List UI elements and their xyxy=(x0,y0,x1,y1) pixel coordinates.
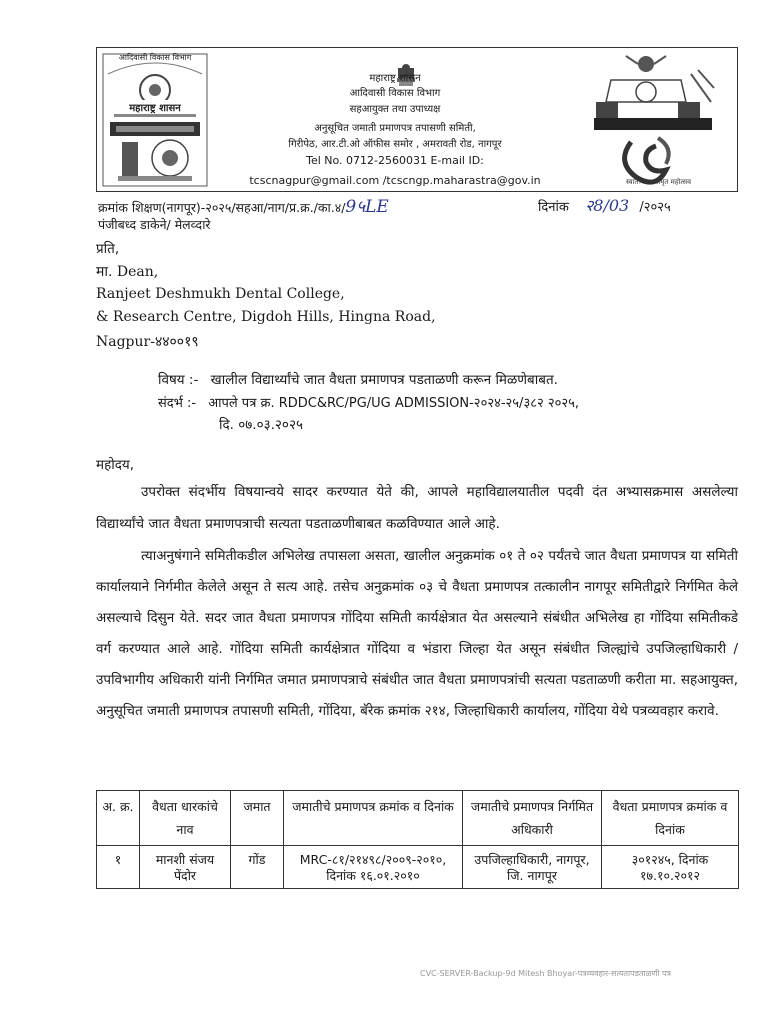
reference-date-line: दि. ०७.०३.२०२५ xyxy=(219,417,303,433)
header-holder-name: वैधता धारकांचे नाव xyxy=(140,791,231,846)
subject-text: खालील विद्यार्थ्यांचे जात वैधता प्रमाणपत्र पडताळणी करून मिळणेबाबत. xyxy=(210,372,558,388)
addressee-line-1: मा. Dean, xyxy=(96,264,159,280)
table-header-row xyxy=(97,791,739,846)
handwritten-date: २8/03 xyxy=(584,196,630,215)
reference-line xyxy=(158,393,579,411)
addressee-line-2: Ranjeet Deshmukh Dental College, xyxy=(96,286,345,302)
cell-serial: १ xyxy=(97,846,140,889)
letterhead-line-1: महाराष्ट्र शासन xyxy=(369,73,421,84)
reference-date xyxy=(538,194,671,216)
reference-label: संदर्भ :- xyxy=(158,396,197,411)
cell-tribe-certificate: MRC-८१/२१४९८/२००९-२०१०, दिनांक १६.०१.२०१० xyxy=(284,846,463,889)
handwritten-outward-number: 9५LE xyxy=(345,197,389,217)
body-paragraph-1: उपरोक्त संदर्भीय विषयान्वये सादर करण्यात येते की, आपले महाविद्यालयातील पदवी दंत अभ्यासक्रमास असलेल्या विद्यार्थ्यांचे जात वैधता प्रमाणपत्राची सत्यता पडताळणीबाबत कळविण्यात आले आहे. xyxy=(96,484,738,532)
left-logo-bottom-text: महाराष्ट्र शासन xyxy=(104,100,206,114)
header-tribe: जमात xyxy=(231,791,284,846)
file-path-footer: CVC-SERVER-Backup-9d Mitesh Bhoyar-पत्रव्यवहार-सत्यतापडताळणी पत्र xyxy=(420,969,671,978)
left-logo-top-text: आदिवासी विकास विभाग xyxy=(118,53,192,62)
azadi-amrit-mahotsav-logo xyxy=(586,52,731,188)
validity-certificate-table xyxy=(96,790,739,889)
cell-issuing-officer: उपजिल्हाधिकारी, नागपूर, जि. नागपूर xyxy=(463,846,602,889)
addressee-line-4: Nagpur-४४००१९ xyxy=(96,334,199,350)
header-tribe-certificate: जमातीचे प्रमाणपत्र क्रमांक व दिनांक xyxy=(284,791,463,846)
right-logo-bottom-text: स्वातंत्र्याचा अमृत महोत्सव xyxy=(626,178,691,186)
cell-holder-name: मानशी संजय पेंदोर xyxy=(140,846,231,889)
subject-label: विषय :- xyxy=(158,372,199,388)
date-label: दिनांक xyxy=(538,200,569,215)
body-paragraph-2: त्याअनुषंगाने समितीकडील अभिलेख तपासला असता, खालील अनुक्रमांक ०१ ते ०२ पर्यंतचे जात वैधता प्रमाणपत्र या समिती कार्यालयाने निर्गमीत केलेले असून ते सत्य आहे. तसेच अनुक्रमांक ०३ चे वैधता प्रमाणपत्र तत्कालीन नागपूर समितीद्वारे निर्गमित केले असल्याचे दिसुन येते. सदर जात वैधता प्रमाणपत्र गोंदिया समिती कार्यक्षेत्रात येत असल्याने संबंधीत अभिलेख हा गोंदिया समितीकडे वर्ग करण्यात आले आहे. गोंदिया समिती कार्यक्षेत्रात गोंदिया व भंडारा जिल्हा येत असून संबंधीत जिल्ह्यांचे उपजिल्हाधिकारी / उपविभागीय अधिकारी यांनी निर्गमित जमात प्रमाणपत्राचे संबंधीत जात वैधता प्रमाणपत्रांची सत्यता पडताळणी करीता मा. सहआयुक्त, अनुसूचित जमाती प्रमाणपत्र तपासणी समिती, गोंदिया, बॅरेक क्रमांक २१४, जिल्हाधिकारी कार्यालय, गोंदिया येथे पत्रव्यवहार करावे. xyxy=(96,548,738,719)
letterhead-designation: सहआयुक्त तथा उपाध्यक्ष xyxy=(349,104,441,115)
reference-text: आपले पत्र क्र. RDDC&RC/PG/UG ADMISSION-२०२४-२५/३८२ २०२५, xyxy=(208,396,580,411)
dispatch-mode: पंजीबध्द डाकेने/ मेलव्दारे xyxy=(98,217,211,232)
reference-year: /२०२५ xyxy=(639,200,671,215)
letterhead-department: आदिवासी विकास विभाग xyxy=(349,88,441,99)
tribal-department-logo xyxy=(100,52,210,188)
addressee-prati: प्रति, xyxy=(96,241,120,257)
header-issuing-officer: जमातीचे प्रमाणपत्र निर्गमित अधिकारी xyxy=(463,791,602,846)
reference-prefix: क्रमांक शिक्षण(नागपूर)-२०२५/सहआ/नाग/प्र.क्र./का.४/ xyxy=(98,200,346,215)
reference-number xyxy=(98,194,389,217)
header-serial: अ. क्र. xyxy=(97,791,140,846)
table-row xyxy=(97,846,739,889)
cell-tribe: गोंड xyxy=(231,846,284,889)
cell-validity-certificate: ३०१२४५, दिनांक १७.१०.२०१२ xyxy=(602,846,739,889)
letterhead-contact: Tel No. 0712-2560031 E-mail ID: xyxy=(306,154,484,167)
letterhead-address: गिरीपेठ, आर.टी.ओ ऑफीस समोर , अमरावती रोड, नागपूर xyxy=(288,139,502,150)
salutation: महोदय, xyxy=(96,457,135,473)
letterhead-email: tcscnagpur@gmail.com /tcscngp.maharastra@gov.in xyxy=(249,174,541,187)
header-validity-certificate: वैधता प्रमाणपत्र क्रमांक व दिनांक xyxy=(602,791,739,846)
addressee-line-3: & Research Centre, Digdoh Hills, Hingna Road, xyxy=(96,309,436,325)
subject-line xyxy=(158,370,558,388)
letterhead-committee: अनुसूचित जमाती प्रमाणपत्र तपासणी समिती, xyxy=(314,123,476,134)
